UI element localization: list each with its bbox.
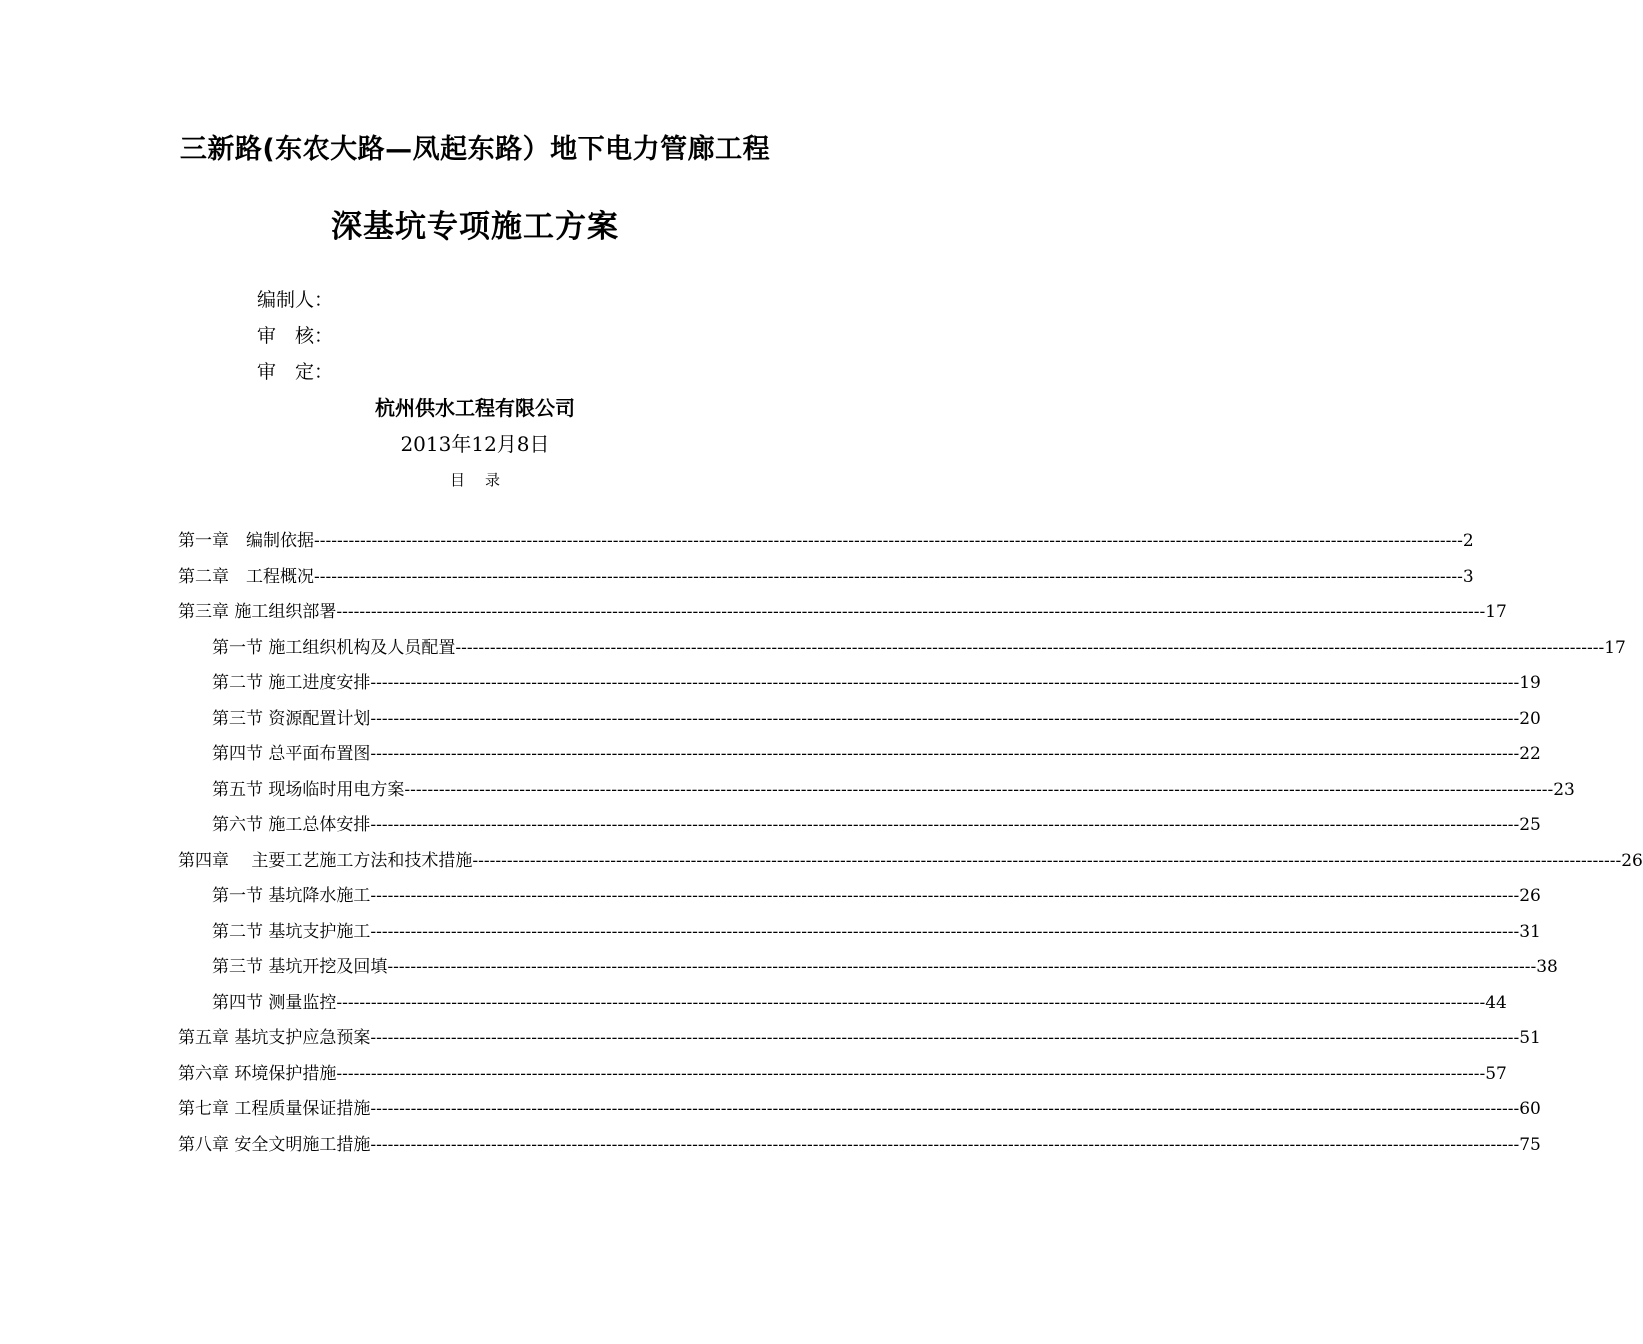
toc-dot-leader: --------------------------------------------------------------------------------------------------------------------------------------------------------------------------------------------------------	[314, 531, 1463, 551]
toc-page-number: 57	[1485, 1064, 1507, 1084]
toc-entry-label: 第二节 施工进度安排	[212, 673, 371, 693]
toc-section-entry[interactable]	[212, 742, 1541, 766]
toc-dot-leader: --------------------------------------------------------------------------------------------------------------------------------------------------------------------------------------------------------	[314, 567, 1463, 587]
toc-page-number: 26	[1621, 851, 1643, 871]
toc-dot-leader: --------------------------------------------------------------------------------------------------------------------------------------------------------------------------------------------------------	[336, 993, 1486, 1013]
toc-chapter-entry[interactable]	[178, 565, 1474, 589]
toc-page-number: 2	[1462, 531, 1474, 551]
toc-entry-label: 第二节 基坑支护施工	[212, 922, 371, 942]
toc-page-number: 3	[1462, 567, 1474, 587]
toc-dot-leader: --------------------------------------------------------------------------------------------------------------------------------------------------------------------------------------------------------	[387, 957, 1537, 977]
toc-chapter-entry[interactable]	[178, 1026, 1541, 1050]
toc-page-number: 75	[1519, 1135, 1541, 1155]
toc-dot-leader: --------------------------------------------------------------------------------------------------------------------------------------------------------------------------------------------------------	[370, 709, 1520, 729]
toc-section-entry[interactable]	[212, 636, 1626, 660]
toc-page-number: 38	[1536, 957, 1558, 977]
toc-entry-label: 第一节 施工组织机构及人员配置	[212, 638, 456, 658]
signature-compiler-label: 编制人：	[257, 289, 334, 311]
toc-dot-leader: --------------------------------------------------------------------------------------------------------------------------------------------------------------------------------------------------------	[472, 851, 1622, 871]
toc-page-number: 17	[1485, 602, 1507, 622]
toc-page-number: 25	[1519, 815, 1541, 835]
toc-section-entry[interactable]	[212, 884, 1541, 908]
toc-chapter-entry[interactable]	[178, 529, 1474, 553]
signature-compiler	[257, 287, 333, 313]
toc-section-entry[interactable]	[212, 955, 1558, 979]
toc-page-number: 22	[1519, 744, 1541, 764]
toc-entry-label: 第三节 资源配置计划	[212, 709, 371, 729]
company-name: 杭州供水工程有限公司	[375, 396, 575, 420]
document-date: 2013年12月8日	[400, 432, 550, 456]
toc-page-number: 20	[1519, 709, 1541, 729]
toc-chapter-entry[interactable]	[178, 1062, 1507, 1086]
toc-entry-label: 第六节 施工总体安排	[212, 815, 371, 835]
toc-dot-leader: --------------------------------------------------------------------------------------------------------------------------------------------------------------------------------------------------------	[370, 1099, 1520, 1119]
signature-approver-label: 审 定：	[257, 361, 334, 383]
toc-entry-label: 第一节 基坑降水施工	[212, 886, 371, 906]
toc-page-number: 60	[1519, 1099, 1541, 1119]
project-title: 三新路(东农大路—凤起东路）地下电力管廊工程	[179, 134, 771, 165]
toc-page-number: 17	[1604, 638, 1626, 658]
toc-section-entry[interactable]	[212, 991, 1507, 1015]
toc-entry-label: 第五节 现场临时用电方案	[212, 780, 405, 800]
toc-heading: 目录	[449, 471, 520, 489]
toc-dot-leader: --------------------------------------------------------------------------------------------------------------------------------------------------------------------------------------------------------	[336, 602, 1486, 622]
toc-section-entry[interactable]	[212, 920, 1541, 944]
toc-entry-label: 第一章 编制依据	[178, 531, 314, 551]
toc-section-entry[interactable]	[212, 671, 1541, 695]
toc-dot-leader: --------------------------------------------------------------------------------------------------------------------------------------------------------------------------------------------------------	[404, 780, 1554, 800]
toc-dot-leader: --------------------------------------------------------------------------------------------------------------------------------------------------------------------------------------------------------	[336, 1064, 1486, 1084]
signature-approver	[257, 359, 333, 385]
toc-dot-leader: --------------------------------------------------------------------------------------------------------------------------------------------------------------------------------------------------------	[370, 815, 1520, 835]
toc-section-entry[interactable]	[212, 707, 1541, 731]
toc-entry-label: 第四节 总平面布置图	[212, 744, 371, 764]
toc-chapter-entry[interactable]	[178, 849, 1643, 873]
toc-entry-label: 第七章 工程质量保证措施	[178, 1099, 371, 1119]
toc-page-number: 44	[1485, 993, 1507, 1013]
toc-entry-label: 第四节 测量监控	[212, 993, 337, 1013]
toc-section-entry[interactable]	[212, 778, 1575, 802]
signature-reviewer	[257, 323, 333, 349]
toc-entry-label: 第五章 基坑支护应急预案	[178, 1028, 371, 1048]
toc-page-number: 23	[1553, 780, 1575, 800]
toc-entry-label: 第三章 施工组织部署	[178, 602, 337, 622]
signature-reviewer-label: 审 核：	[257, 325, 334, 347]
toc-dot-leader: --------------------------------------------------------------------------------------------------------------------------------------------------------------------------------------------------------	[370, 922, 1520, 942]
toc-dot-leader: --------------------------------------------------------------------------------------------------------------------------------------------------------------------------------------------------------	[370, 1028, 1520, 1048]
toc-dot-leader: --------------------------------------------------------------------------------------------------------------------------------------------------------------------------------------------------------	[370, 744, 1520, 764]
toc-dot-leader: --------------------------------------------------------------------------------------------------------------------------------------------------------------------------------------------------------	[370, 673, 1520, 693]
toc-page-number: 51	[1519, 1028, 1541, 1048]
toc-chapter-entry[interactable]	[178, 1133, 1541, 1157]
toc-chapter-entry[interactable]	[178, 1097, 1541, 1121]
toc-entry-label: 第六章 环境保护措施	[178, 1064, 337, 1084]
toc-chapter-entry[interactable]	[178, 600, 1507, 624]
toc-page-number: 19	[1519, 673, 1541, 693]
toc-entry-label: 第二章 工程概况	[178, 567, 314, 587]
toc-section-entry[interactable]	[212, 813, 1541, 837]
toc-page-number: 31	[1519, 922, 1541, 942]
toc-page-number: 26	[1519, 886, 1541, 906]
toc-entry-label: 第四章 主要工艺施工方法和技术措施	[178, 851, 473, 871]
toc-entry-label: 第八章 安全文明施工措施	[178, 1135, 371, 1155]
toc-dot-leader: --------------------------------------------------------------------------------------------------------------------------------------------------------------------------------------------------------	[455, 638, 1605, 658]
toc-dot-leader: --------------------------------------------------------------------------------------------------------------------------------------------------------------------------------------------------------	[370, 1135, 1520, 1155]
toc-dot-leader: --------------------------------------------------------------------------------------------------------------------------------------------------------------------------------------------------------	[370, 886, 1520, 906]
plan-title: 深基坑专项施工方案	[331, 209, 619, 245]
toc-entry-label: 第三节 基坑开挖及回填	[212, 957, 388, 977]
